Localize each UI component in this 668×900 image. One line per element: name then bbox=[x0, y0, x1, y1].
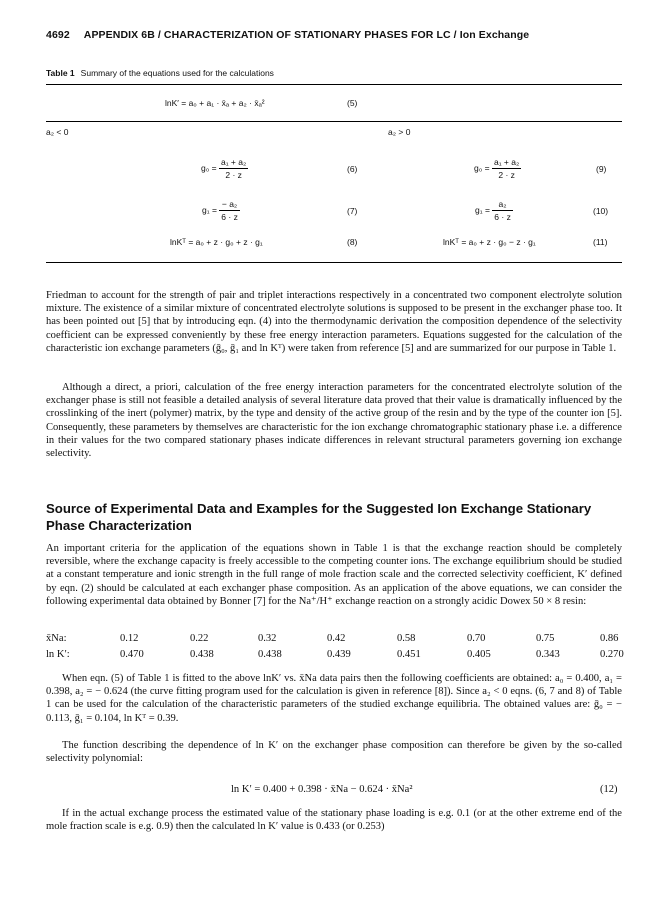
g0-lhs: g₀ = bbox=[201, 162, 217, 173]
table-label: Table 1 bbox=[46, 68, 75, 78]
g1-fraction bbox=[219, 199, 240, 222]
g0-fraction bbox=[219, 157, 248, 180]
data-row-xna-label: x̄Na: bbox=[46, 633, 67, 644]
paragraph-1: Friedman to account for the strength of pair and triplet interactions respectively in a concentrated two component electrolyte solution mixture. The existence of a similar mixture of concentrated electrolyte solutions is supposed to be present in the exchanger phase too. It has been pointed out [5] that by introducing eqn. (4) into the thermodynamic derivation the composition dependence of the selectivity coefficient can be expressed conveniently by these free energy interaction parameters. Equations suggested for the calculation of the characteristic ion exchange parameters (ḡ₀, ḡ₁ and ln Kᵀ) were taken from reference [5] and are summarized for our purpose in Table 1. bbox=[46, 290, 622, 354]
table-caption bbox=[46, 68, 274, 78]
equation-12-number: (12) bbox=[600, 784, 618, 795]
table-bottom-rule bbox=[46, 262, 622, 263]
paragraph-2: Although a direct, a priori, calculation of the free energy interaction parameters for the concentrated electrolyte solution of the exchanger phase is still not feasible a detailed analysis of several literature data proved that their value is dramatically influenced by the crosslinking of the inert (polymer) matrix, by the type and density of the active group of the resin and by the type of the counter ion [5]. Consequently, these parameters by themselves are characteristic for the ion exchange chromatographic stationary phase i.e. a difference in their values for the two compared stationary phases indicate differences in relevant structural parameters governing ion exchange selectivity. bbox=[46, 382, 622, 460]
equation-9-number: (9) bbox=[596, 164, 607, 174]
g1-denominator-right: 6 · z bbox=[494, 212, 511, 222]
g1-numerator: − a₂ bbox=[219, 199, 240, 211]
equation-7-number: (7) bbox=[347, 206, 358, 216]
data-cell-xna: 0.70 bbox=[467, 633, 486, 644]
g1-lhs-right: g₁ = bbox=[475, 204, 490, 215]
equation-5: lnK′ = a₀ + a₁ · x̄ₐ + a₂ · x̄ₐ² bbox=[165, 98, 265, 108]
g0-numerator: a₁ + a₂ bbox=[220, 157, 247, 167]
data-cell-lnk: 0.343 bbox=[536, 649, 560, 660]
g1-numerator-right: a₂ bbox=[492, 199, 513, 211]
equation-6-number: (6) bbox=[347, 164, 358, 174]
g0-numerator-right: a₁ + a₂ bbox=[493, 157, 520, 167]
section-heading: Source of Experimental Data and Examples for the Suggested Ion Exchange Stationary Phase Characterization bbox=[46, 501, 592, 533]
table-top-rule bbox=[46, 84, 622, 85]
equation-9 bbox=[474, 157, 521, 180]
paragraph-5: The function describing the dependence of ln K′ on the exchanger phase composition can therefore be given by the so-called selectivity polynomial: bbox=[46, 740, 622, 765]
paragraph-4: When eqn. (5) of Table 1 is fitted to the above lnK′ vs. x̄Na data pairs then the following coefficients are obtained: a₀ = 0.400, a₁ = 0.398, a₂ = − 0.624 (the curve fitting program used for the calculation is given in reference [8]). Since a₂ < 0 eqns. (6, 7 and 8) of Table 1 can be used for the calculation of the characteristic parameters of the studied exchange equilibria. The obtained values are: ḡ₀ = − 0.113, ḡ₁ = 0.104, ln Kᵀ = 0.39. bbox=[46, 673, 622, 724]
equation-11-number: (11) bbox=[593, 237, 608, 247]
equation-6 bbox=[201, 157, 248, 180]
g0-denominator: 2 · z bbox=[225, 170, 242, 180]
running-header bbox=[46, 29, 529, 41]
table-caption-text: Summary of the equations used for the calculations bbox=[80, 68, 274, 78]
equation-8-number: (8) bbox=[347, 237, 358, 247]
g1-fraction-right bbox=[492, 199, 513, 222]
paragraph-3: An important criteria for the application of the equations shown in Table 1 is that the exchange reaction should be completely reversible, where the exchange capacity is freely accessible to the competing counter ions. The exchange equilibrium should be studied at a constant temperature and ionic strength in the full range of mole fraction scale and the corrected selectivity coefficient, K′ defined by eqn. (2) should be calculated at each exchanger phase composition. As an application of the above equations, we can consider the following experimental data obtained by Bonner [7] for the Na⁺/H⁺ exchange reaction on a strongly acidic Dowex 50 × 8 resin: bbox=[46, 543, 622, 607]
running-title: APPENDIX 6B / CHARACTERIZATION OF STATIONARY PHASES FOR LC / Ion Exchange bbox=[83, 29, 530, 41]
data-cell-xna: 0.32 bbox=[258, 633, 277, 644]
condition-right: a₂ > 0 bbox=[388, 127, 411, 137]
data-cell-xna: 0.42 bbox=[327, 633, 346, 644]
equation-10-number: (10) bbox=[593, 206, 609, 216]
data-cell-xna: 0.86 bbox=[600, 633, 619, 644]
data-cell-lnk: 0.438 bbox=[190, 649, 214, 660]
equation-12: ln K′ = 0.400 + 0.398 · x̄Na − 0.624 · x̄Na² bbox=[231, 784, 413, 795]
data-cell-lnk: 0.405 bbox=[467, 649, 491, 660]
condition-left: a₂ < 0 bbox=[46, 127, 69, 137]
data-cell-lnk: 0.438 bbox=[258, 649, 282, 660]
data-cell-xna: 0.12 bbox=[120, 633, 139, 644]
table-mid-rule bbox=[46, 121, 622, 122]
equation-11: lnKᵀ = a₀ + z · g₀ − z · g₁ bbox=[443, 237, 536, 247]
data-cell-lnk: 0.270 bbox=[600, 649, 624, 660]
data-cell-xna: 0.75 bbox=[536, 633, 555, 644]
data-cell-xna: 0.22 bbox=[190, 633, 209, 644]
data-cell-lnk: 0.470 bbox=[120, 649, 144, 660]
equation-7 bbox=[202, 199, 240, 222]
g0-lhs-right: g₀ = bbox=[474, 162, 490, 173]
equation-8: lnKᵀ = a₀ + z · g₀ + z · g₁ bbox=[170, 237, 263, 247]
equation-5-number: (5) bbox=[347, 98, 358, 108]
page-number: 4692 bbox=[46, 29, 70, 41]
data-row-lnk-label: ln K′: bbox=[46, 649, 70, 660]
data-cell-lnk: 0.451 bbox=[397, 649, 421, 660]
equation-10 bbox=[475, 199, 513, 222]
data-cell-lnk: 0.439 bbox=[327, 649, 351, 660]
g0-fraction-right bbox=[492, 157, 521, 180]
g1-denominator: 6 · z bbox=[221, 212, 238, 222]
data-cell-xna: 0.58 bbox=[397, 633, 416, 644]
paragraph-6: If in the actual exchange process the estimated value of the stationary phase loading is e.g. 0.1 (or at the other extreme end of the mole fraction scale is e.g. 0.9) then the calculated ln K′ value is 0.433 (or 0.253) bbox=[46, 808, 622, 833]
g1-lhs: g₁ = bbox=[202, 204, 217, 215]
g0-denominator-right: 2 · z bbox=[498, 170, 515, 180]
